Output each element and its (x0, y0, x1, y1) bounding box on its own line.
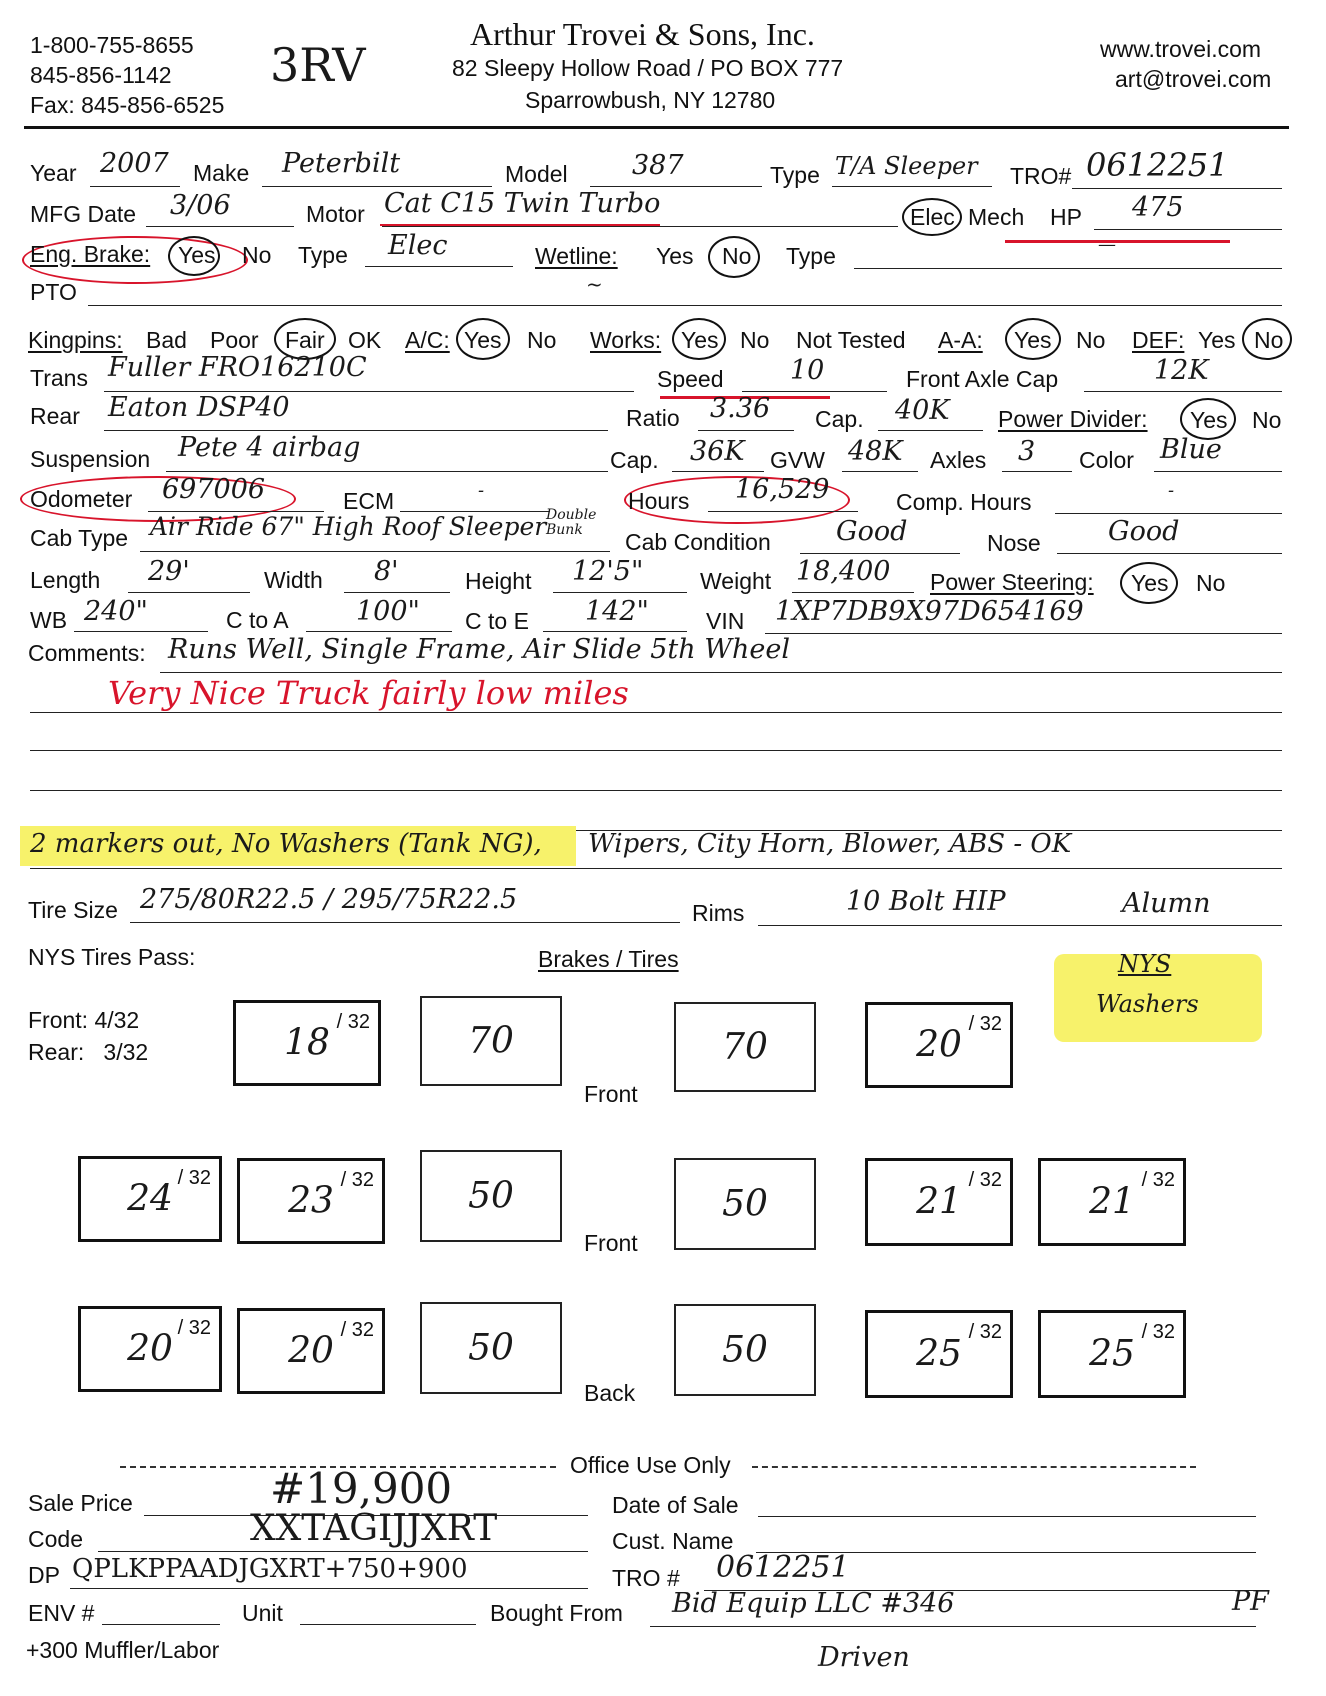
cab-condition-value: Good (836, 516, 908, 547)
ratio-value: 3.36 (710, 393, 771, 424)
motor-label: Motor (306, 201, 365, 227)
aa-yes: Yes (1014, 327, 1052, 353)
rear-label: Rear (30, 403, 80, 429)
nose-label: Nose (987, 530, 1041, 556)
dp-label: DP (28, 1562, 60, 1588)
kingpins-poor: Poor (210, 327, 259, 353)
hp-red-underline (1005, 240, 1230, 243)
tire-reading: 25 (1089, 1333, 1135, 1375)
ecm-value: - (478, 480, 485, 501)
vin-value: 1XP7DB9X97D654169 (775, 596, 1084, 627)
tire-row2-left-inner (237, 1158, 385, 1244)
tire-reading: 21 (916, 1181, 962, 1223)
kingpins-fair: Fair (285, 327, 325, 353)
eng-brake-yes-circle (168, 236, 220, 276)
cab-type-note: Double Bunk (546, 507, 597, 538)
tro-label: TRO# (1010, 163, 1072, 189)
color-label: Color (1079, 447, 1134, 473)
def-no-circle (1242, 318, 1292, 360)
elec-label: Elec (910, 204, 955, 230)
gvw-value: 48K (848, 436, 903, 467)
c-to-e-label: C to E (465, 608, 529, 634)
ecm-label: ECM (343, 488, 395, 514)
tire-unit: / 32 (1141, 1169, 1175, 1191)
suspension-label: Suspension (30, 446, 151, 472)
tire-size-value: 275/80R22.5 / 295/75R22.5 (140, 884, 518, 915)
suspension-value: Pete 4 airbag (178, 432, 361, 463)
vin-label: VIN (706, 608, 745, 634)
comment-line-3-highlighted: 2 markers out, No Washers (Tank NG), (30, 829, 542, 859)
header-divider (24, 126, 1289, 129)
tro-num-value: 0612251 (716, 1550, 850, 1585)
tire-reading: 21 (1089, 1181, 1135, 1223)
eng-brake-label: Eng. Brake: (30, 241, 151, 267)
power-divider-yes: Yes (1190, 407, 1228, 433)
website: www.trovei.com (1100, 36, 1262, 62)
tire-unit: / 32 (336, 1011, 370, 1033)
nose-value: Good (1108, 516, 1180, 547)
aa-yes-circle (1005, 318, 1061, 360)
width-label: Width (264, 567, 323, 593)
tire-unit: / 32 (340, 1169, 374, 1191)
tire-unit: / 32 (177, 1317, 211, 1339)
email: art@trovei.com (1115, 66, 1272, 92)
power-steering-yes: Yes (1131, 570, 1169, 596)
kingpins-ok: OK (348, 327, 382, 353)
rims-material: Alumn (1122, 888, 1211, 919)
nys-tires-pass-label: NYS Tires Pass: (28, 944, 196, 970)
pto-label: PTO (30, 279, 77, 305)
hp-label: HP (1050, 204, 1082, 230)
office-use-heading: Office Use Only (570, 1452, 731, 1478)
length-value: 29' (148, 556, 190, 587)
hp-value: 475 (1132, 192, 1184, 223)
comment-line-2: Very Nice Truck fairly low miles (108, 674, 629, 712)
env-label: ENV # (28, 1600, 95, 1626)
front-axle-cap-label: Front Axle Cap (906, 366, 1059, 392)
tire-row2-right-inner (865, 1158, 1013, 1246)
tire-size-label: Tire Size (28, 897, 118, 923)
unit-label: Unit (242, 1600, 283, 1626)
make-label: Make (193, 160, 250, 186)
cab-type-label: Cab Type (30, 525, 129, 551)
mfg-date-value: 3/06 (170, 190, 231, 221)
works-yes: Yes (681, 327, 719, 353)
motor-red-underline (380, 224, 660, 226)
wetline-yes: Yes (656, 243, 694, 269)
ac-yes: Yes (464, 327, 502, 353)
bought-from-label: Bought From (490, 1600, 623, 1626)
brake-reading: 50 (722, 1329, 768, 1371)
sale-price-label: Sale Price (28, 1490, 133, 1516)
side-note-nys: NYS (1118, 950, 1172, 978)
mfg-date-label: MFG Date (30, 201, 137, 227)
year-value: 2007 (100, 148, 169, 179)
office-divider-right (752, 1466, 1196, 1468)
ac-yes-circle (456, 318, 510, 360)
trans-label: Trans (30, 365, 88, 391)
driven-note: Driven (818, 1642, 910, 1673)
tire-row3-left-outer (78, 1306, 222, 1392)
brake-front-right (674, 1002, 816, 1092)
wetline-label: Wetline: (535, 243, 618, 269)
phone-1: 1-800-755-8655 (30, 32, 194, 58)
hours-value: 16,529 (735, 474, 830, 505)
tro-value: 0612251 (1086, 146, 1229, 184)
code-value: XXTAGIJJXRT (250, 1508, 498, 1549)
axle-label-front-1: Front (584, 1081, 638, 1107)
tire-unit: / 32 (968, 1321, 1002, 1343)
tire-row2-left-outer (78, 1156, 222, 1242)
power-steering-label: Power Steering: (930, 569, 1094, 595)
tro-num-label: TRO # (612, 1565, 680, 1591)
brake-reading: 70 (722, 1026, 768, 1068)
elec-circle (902, 198, 962, 236)
axles-label: Axles (930, 447, 987, 473)
year-label: Year (30, 160, 77, 186)
company-name: Arthur Trovei & Sons, Inc. (470, 16, 815, 52)
def-label: DEF: (1132, 327, 1185, 353)
model-value: 387 (632, 150, 684, 181)
tire-row3-left-inner (237, 1308, 385, 1394)
wetline-no: No (722, 243, 752, 269)
tire-front-left (233, 1000, 381, 1086)
works-no: No (740, 327, 770, 353)
cust-name-label: Cust. Name (612, 1528, 734, 1554)
sale-price-value: #19,900 (270, 1464, 453, 1513)
tire-reading: 18 (284, 1022, 330, 1064)
wb-label: WB (30, 607, 68, 633)
dp-value: QPLKPPAADJGXRT+750+900 (72, 1554, 468, 1584)
comment-line-1: Runs Well, Single Frame, Air Slide 5th Wheel (168, 634, 790, 665)
aa-no: No (1076, 327, 1106, 353)
pto-mark: ~ (586, 272, 603, 296)
cab-condition-label: Cab Condition (625, 529, 771, 555)
make-value: Peterbilt (282, 148, 401, 179)
tire-unit: / 32 (340, 1319, 374, 1341)
height-value: 12'5" (572, 556, 644, 587)
works-not-tested: Not Tested (796, 327, 906, 353)
type-value: T/A Sleeper (835, 152, 978, 180)
power-divider-no: No (1252, 407, 1282, 433)
brakes-tires-heading: Brakes / Tires (538, 946, 679, 972)
fax: Fax: 845-856-6525 (30, 92, 225, 118)
trans-value: Fuller FRO16210C (108, 352, 367, 383)
date-of-sale-label: Date of Sale (612, 1492, 739, 1518)
susp-cap-label: Cap. (610, 447, 659, 473)
tire-reading: 24 (127, 1178, 173, 1220)
power-divider-label: Power Divider: (998, 406, 1148, 432)
works-label: Works: (590, 327, 662, 353)
model-label: Model (505, 161, 568, 187)
gvw-label: GVW (770, 447, 825, 473)
rear-requirement: Rear: 3/32 (28, 1039, 149, 1065)
def-no: No (1254, 327, 1284, 353)
bought-from-value: Bid Equip LLC #346 (672, 1588, 955, 1619)
wb-value: 240" (84, 596, 148, 627)
tire-row3-right-inner (865, 1310, 1013, 1398)
brake-reading: 50 (468, 1327, 514, 1369)
tire-unit: / 32 (968, 1169, 1002, 1191)
tire-reading: 20 (916, 1024, 962, 1066)
odometer-value: 697006 (162, 474, 266, 505)
ac-no: No (527, 327, 557, 353)
color-value: Blue (1160, 434, 1222, 465)
hp-dash: — (1098, 234, 1116, 255)
ac-label: A/C: (405, 327, 450, 353)
eng-type-value: Elec (388, 230, 448, 261)
brake-row3-left (420, 1302, 562, 1394)
tire-row3-right-outer (1038, 1310, 1186, 1398)
rims-value: 10 Bolt HIP (846, 886, 1006, 917)
susp-cap-value: 36K (690, 436, 745, 467)
axle-label-front-2: Front (584, 1230, 638, 1256)
brake-row3-right (674, 1304, 816, 1396)
axles-value: 3 (1018, 436, 1036, 467)
height-label: Height (465, 568, 532, 594)
side-note-washers: Washers (1096, 990, 1199, 1018)
def-yes: Yes (1198, 327, 1236, 353)
front-requirement: Front: 4/32 (28, 1007, 140, 1033)
initials: PF (1232, 1586, 1269, 1617)
tire-reading: 25 (916, 1333, 962, 1375)
wetline-type-label: Type (786, 243, 836, 269)
tire-unit: / 32 (1141, 1321, 1175, 1343)
brake-reading: 50 (722, 1183, 768, 1225)
axle-label-back: Back (584, 1380, 636, 1406)
rear-cap-label: Cap. (815, 406, 864, 432)
weight-label: Weight (700, 568, 772, 594)
tire-reading: 20 (127, 1328, 173, 1370)
ratio-label: Ratio (626, 405, 680, 431)
address-line-1: 82 Sleepy Hollow Road / PO BOX 777 (452, 55, 844, 81)
speed-label: Speed (657, 366, 724, 392)
kingpins-bad: Bad (146, 327, 187, 353)
odometer-label: Odometer (30, 486, 133, 512)
rims-label: Rims (692, 900, 745, 926)
kingpins-label: Kingpins: (28, 327, 123, 353)
front-axle-cap-value: 12K (1154, 355, 1209, 386)
brake-reading: 70 (468, 1020, 514, 1062)
address-line-2: Sparrowbush, NY 12780 (525, 87, 776, 113)
hours-label: Hours (628, 488, 690, 514)
comp-hours-label: Comp. Hours (896, 489, 1032, 515)
phone-2: 845-856-1142 (30, 62, 172, 88)
comment-line-3-rest: Wipers, City Horn, Blower, ABS - OK (588, 829, 1072, 859)
tire-unit: / 32 (177, 1167, 211, 1189)
tire-reading: 23 (288, 1180, 334, 1222)
mech-label: Mech (968, 204, 1025, 230)
width-value: 8' (374, 556, 399, 587)
tire-reading: 20 (288, 1330, 334, 1372)
brake-row2-right (674, 1158, 816, 1250)
code-label: Code (28, 1526, 83, 1552)
brake-reading: 50 (468, 1175, 514, 1217)
tire-unit: / 32 (968, 1013, 1002, 1035)
power-steering-no: No (1196, 570, 1226, 596)
brake-row2-left (420, 1150, 562, 1242)
type-label: Type (770, 162, 820, 188)
c-to-a-label: C to A (226, 607, 289, 633)
c-to-a-value: 100" (356, 596, 420, 627)
eng-brake-yes: Yes (178, 242, 216, 268)
eng-brake-no: No (242, 242, 272, 268)
brake-front-left (420, 996, 562, 1086)
motor-value: Cat C15 Twin Turbo (384, 188, 661, 219)
power-steering-yes-circle (1120, 562, 1178, 604)
speed-value: 10 (790, 355, 825, 386)
tire-row2-right-outer (1038, 1158, 1186, 1246)
handwritten-note-3rv: 3RV (270, 38, 366, 92)
muffler-note: +300 Muffler/Labor (26, 1637, 220, 1663)
wetline-no-circle (708, 236, 760, 278)
length-label: Length (30, 567, 101, 593)
tire-front-right (865, 1002, 1013, 1088)
weight-value: 18,400 (796, 556, 891, 587)
works-yes-circle (672, 318, 726, 360)
eng-type-label: Type (298, 242, 348, 268)
comp-hours-value: - (1168, 480, 1175, 501)
rear-value: Eaton DSP40 (108, 392, 290, 423)
aa-label: A-A: (938, 327, 983, 353)
c-to-e-value: 142" (585, 596, 649, 627)
rear-cap-value: 40K (895, 395, 950, 426)
comments-label: Comments: (28, 640, 146, 666)
cab-type-value: Air Ride 67" High Roof Sleeper (150, 512, 547, 541)
